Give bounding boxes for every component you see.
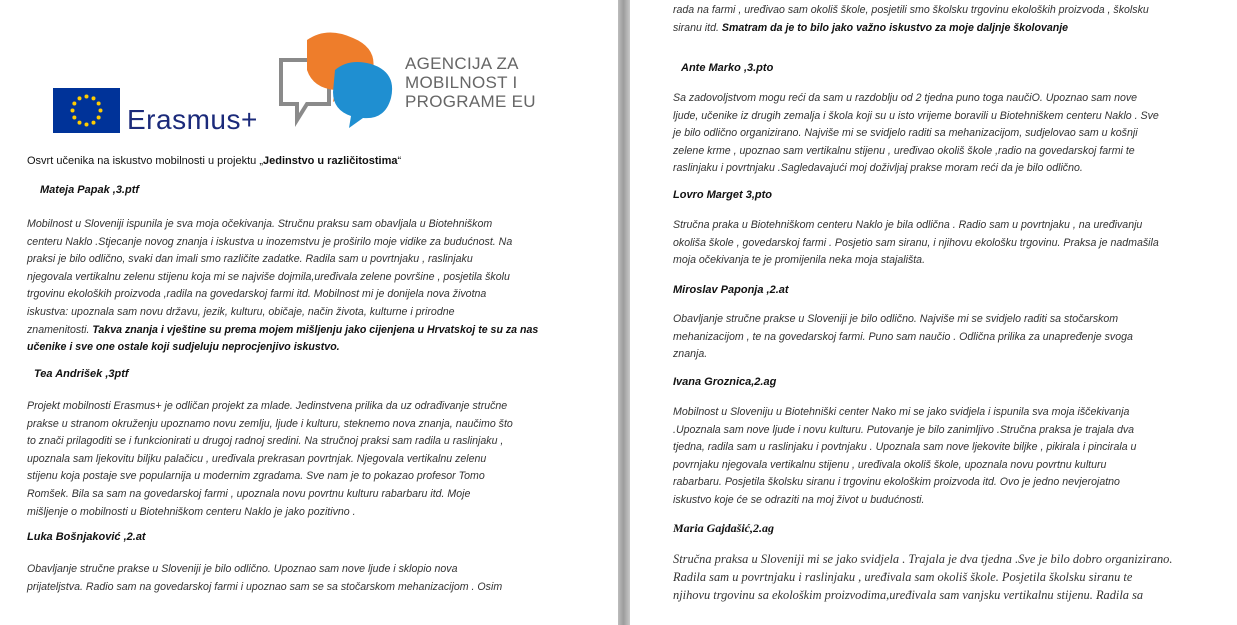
eu-star-icon: [78, 96, 82, 100]
paragraph-line: mehanizacijom , te na govedarskoj farmi. Puno sam naučio . Odlična prilika za unapređenje svoga: [673, 330, 1133, 343]
paragraph-line: zelene krme , upoznao sam vertikalnu stijenu , uređivao okoliš škole ,radio na govedarskoj farmi te: [673, 144, 1135, 157]
student-review-paragraph: [673, 551, 1172, 604]
paragraph-line: [27, 322, 538, 340]
agency-logo-text: [405, 54, 536, 111]
paragraph-line: Stručna praka u Biotehniškom centeru Naklo je bila odlična . Radio sam u povrtnjaku , na uređivanju: [673, 219, 1143, 231]
paragraph-line: Sa zadovoljstvom mogu reći da sam u razdoblju od 2 tjedna puno toga naučiO. Upoznao sam nove: [673, 92, 1138, 104]
student-review-paragraph: [673, 2, 1149, 37]
paragraph-line: [673, 20, 1149, 38]
paragraph-line: okoliša škole , govedarskoj farmi . Posjetio sam siranu, i njihovu ekološku trgovinu. Praksa je nadmašila: [673, 236, 1159, 249]
student-name: Tea Andrišek ,3ptf: [34, 368, 129, 380]
paragraph-line: prakse u stranom okruženju upoznamo novu zemlju, ljude i kulturu, steknemo nova znanja, naučimo što: [27, 417, 513, 430]
paragraph-line: Radila sam u povrtnjaku i raslinjaku , uređivala sam okoliš škole. Posjetila školsku siranu te: [673, 569, 1133, 584]
paragraph-line: rabarbaru. Posjetila školsku siranu i trgovinu ekološkim proizvoda itd. Ovo je jedno nevjerojatno: [673, 476, 1120, 489]
paragraph-line: upoznala sam ljekovitu biljku palačicu , uređivala prekrasan povrtnjak. Njegovala vertikalnu zelenu: [27, 452, 487, 465]
agency-text-line: MOBILNOST I: [405, 73, 518, 92]
eu-star-icon: [72, 102, 76, 106]
student-review-paragraph: [673, 404, 1136, 510]
eu-star-icon: [99, 109, 103, 113]
eu-star-icon: [71, 109, 75, 113]
paragraph-line: .Upoznala sam nove ljude i novu kulturu. Putovanje je bilo zanimljivo .Stručna praksa je trajala dva: [673, 423, 1135, 436]
student-name: Mateja Papak ,3.ptf: [40, 184, 140, 196]
eu-flag-icon: [53, 88, 120, 133]
intro-close-quote: “: [397, 155, 402, 167]
paragraph-line: moja očekivanja te je promijenila neka moja stajališta.: [673, 254, 926, 267]
student-review-paragraph: [673, 311, 1133, 364]
student-review-paragraph: [673, 90, 1159, 178]
eu-star-icon: [78, 121, 82, 125]
student-review-paragraph: [27, 398, 513, 521]
intro-text: Osvrt učenika na iskustvo mobilnosti u projektu „: [27, 155, 263, 167]
project-title: Jedinstvo u različitostima: [263, 155, 398, 167]
paragraph-line: Romšek. Bila sa sam na govedarskoj farmi , upoznala novu povrtnu kulturu rabarbaru itd. Moje: [27, 487, 471, 500]
agency-bubbles-icon: [277, 30, 402, 135]
eu-star-icon: [92, 96, 96, 100]
agency-text-line: AGENCIJA ZA: [405, 54, 519, 73]
paragraph-line: mišljenje o mobilnosti u Biotehniškom centeru Naklo je jako pozitivno .: [27, 505, 356, 518]
paragraph-line: tjedna, radila sam u raslinjaku i povtnjaku . Upoznala sam nove ljekovite biljke , pikirala i pincirala u: [673, 441, 1137, 454]
eu-star-icon: [92, 121, 96, 125]
paragraph-line: [27, 339, 538, 357]
paragraph-line: ljude, učenike iz drugih zemalja i škola koji su u isto vrijeme boravili u Biotehniškem centeru Naklo . Sve: [673, 109, 1159, 122]
paragraph-line: znanja.: [673, 348, 708, 361]
paragraph-line: Obavljanje stručne prakse u Sloveniji je bilo odlično. Najviše mi se svidjelo raditi sa stočarskom: [673, 313, 1119, 325]
paragraph-line: rada na farmi , uređivao sam okoliš škole, posjetili smo školsku trgovinu ekoloških proizvoda , školsku: [673, 4, 1149, 16]
erasmus-logo-text: Erasmus+: [127, 104, 258, 135]
paragraph-line: njegovala vertikalnu zelenu stijenu koja mi se najviše dojmila,uređivala zelene površine , posjetila školu: [27, 270, 510, 283]
paragraph-line: povrnjaku njegovala vertikalnu stijenu , uređivala okoliš škole, upoznala novu povrtnu kulturu: [673, 458, 1107, 471]
paragraph-line: stijenu koja postaje sve popularnija u modernim zgradama. Sve nam je to pokazao profesor Tomo: [27, 470, 485, 483]
paragraph-bold-text: Smatram da je to bilo jako važno iskustvo za moje daljnje školovanje: [721, 21, 1069, 34]
student-review-paragraph: [673, 217, 1159, 270]
agency-text-line: PROGRAME EU: [405, 92, 536, 111]
student-name: Miroslav Paponja ,2.at: [673, 284, 789, 296]
paragraph-line: Obavljanje stručne prakse u Sloveniji je bilo odlično. Upoznao sam nove ljude i sklopio nova: [27, 563, 458, 575]
paragraph-line: iskustvo koje će se odraziti na moj život u budućnosti.: [673, 493, 925, 506]
student-name: Lovro Marget 3,pto: [673, 189, 773, 201]
paragraph-line: Mobilnost u Sloveniju u Biotehniški center Nako mi se jako svidjela i ispunila sva moja iščekivanja: [673, 406, 1130, 418]
paragraph-bold-text: Takva znanja i vještine su prema mojem mišljenju jako cijenjena u Hrvatskoj te su za nas: [92, 323, 539, 336]
document-page-left: [0, 0, 618, 625]
student-review-paragraph: [27, 561, 502, 596]
paragraph-line: iskustva: upoznala sam novu državu, jezik, kulturu, običaje, način života, kulturne i prirodne: [27, 305, 455, 318]
document-intro: [27, 155, 401, 167]
eu-star-icon: [97, 116, 101, 120]
paragraph-line: njihovu trgovinu sa ekološkim proizvodima,uređivala sam vanjsku vertikalnu stijenu. Radila sa: [673, 587, 1144, 602]
paragraph-line: raslinjaku i povrtnjaku .Sagledavajući moj doživljaj prakse moram reći da je bilo odlično.: [673, 162, 1083, 175]
paragraph-line: je bilo odlično organizirano. Najviše mi se svidjelo raditi sa mehanizacijom, sudjelovao sam u košnji: [673, 127, 1138, 140]
eu-star-icon: [72, 116, 76, 120]
paragraph-line: trgovinu ekoloških proizvoda ,radila na govedarskoj farmi itd. Mobilnost mi je donijela nova životna: [27, 288, 487, 301]
paragraph-line: to znači prilagoditi se i funkcionirati u drugoj radnoj sredini. Na stručnoj praksi sam radila u raslinjaku ,: [27, 435, 504, 448]
paragraph-line: Projekt mobilnosti Erasmus+ je odličan projekt za mlade. Jedinstvena prilika da uz odrađivanje stručne: [27, 400, 508, 412]
paragraph-line: centeru Naklo .Stjecanje novog znanja i iskustva u inozemstvu je proširilo moje vidike za budućnost. Na: [27, 235, 513, 248]
student-name: Ivana Groznica,2.ag: [673, 376, 777, 388]
document-page-right: [630, 0, 1237, 625]
paragraph-text: znamenitosti.: [27, 323, 93, 336]
eu-star-icon: [97, 102, 101, 106]
student-name: Ante Marko ,3.pto: [681, 62, 774, 74]
student-name: Luka Bošnjaković ,2.at: [27, 531, 146, 543]
student-review-paragraph: [27, 216, 538, 357]
paragraph-text: siranu itd.: [673, 21, 722, 34]
page-gutter: [618, 0, 630, 625]
student-name: Maria Gajdašić,2.ag: [673, 521, 775, 535]
paragraph-bold-text: učenike i sve one ostale koji sudjeluju neprocjenjivo iskustvo.: [27, 341, 340, 354]
paragraph-line: Stručna praksa u Sloveniji mi se jako svidjela . Trajala je dva tjedna .Sve je bilo dobro organizirano.: [673, 552, 1173, 566]
paragraph-line: praksi je bilo odlično, svaki dan imali smo različite zadatke. Radila sam u povrtnjaku , raslinjaku: [27, 253, 473, 266]
eu-star-icon: [85, 95, 89, 99]
paragraph-line: Mobilnost u Sloveniji ispunila je sva moja očekivanja. Stručnu praksu sam obavljala u Biotehniškom: [27, 218, 493, 230]
eu-star-icon: [85, 123, 89, 127]
paragraph-line: prijateljstva. Radio sam na govedarskoj farmi i upoznao sam se sa stočarskom mehanizacijom . Osim: [27, 580, 503, 593]
